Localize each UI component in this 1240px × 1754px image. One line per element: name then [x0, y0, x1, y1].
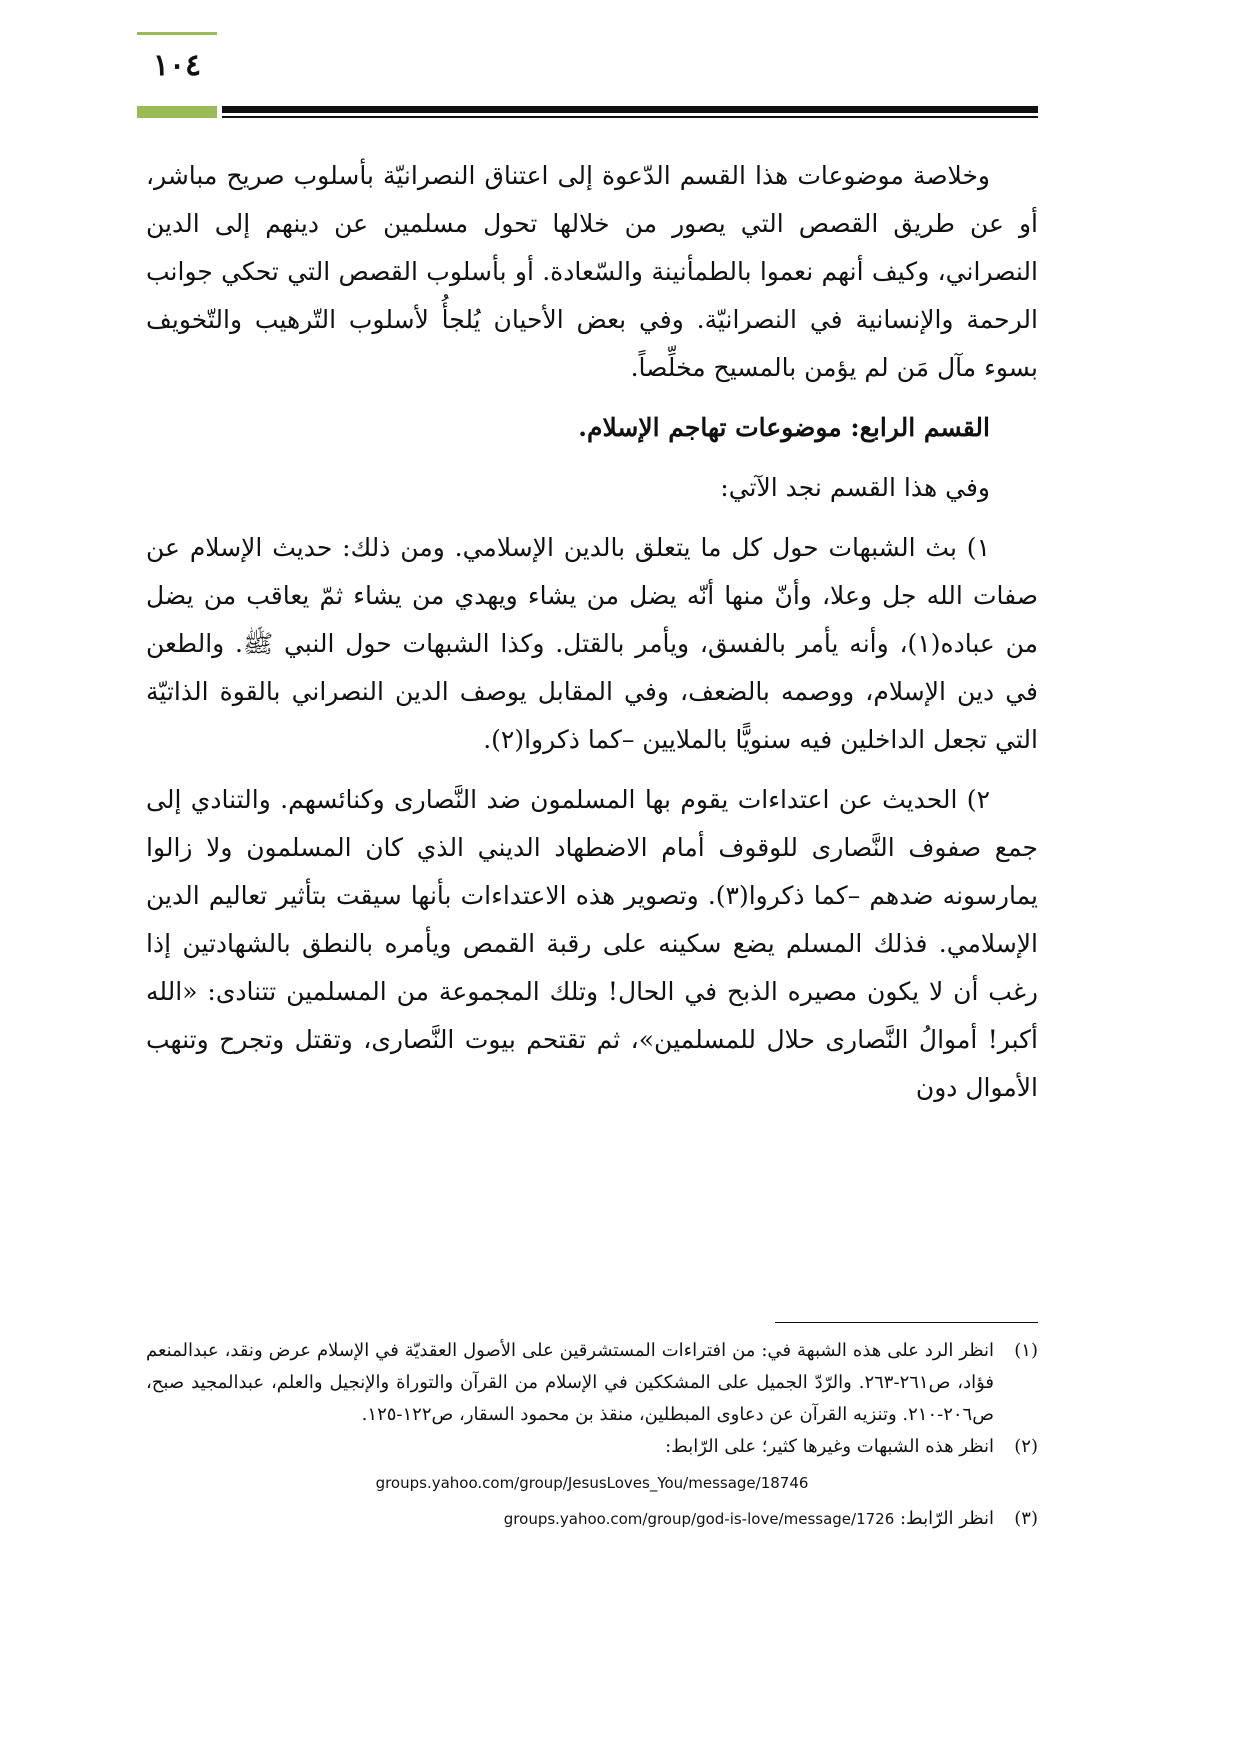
- footnote-separator: [775, 1322, 1038, 1323]
- footnote-number: (٣): [1014, 1508, 1038, 1529]
- section-heading: القسم الرابع: موضوعات تهاجم الإسلام.: [578, 413, 990, 442]
- footnotes: [146, 1335, 1038, 1535]
- page-number: ١٠٤: [152, 48, 202, 83]
- footnote-3: [146, 1503, 1038, 1535]
- footnote-number: (٢): [1014, 1436, 1038, 1457]
- header-accent-line: [137, 32, 217, 35]
- header-rule-thin: [222, 116, 1038, 118]
- footnote-1: [146, 1335, 1038, 1431]
- paragraph-item-2: ٢) الحديث عن اعتداءات يقوم بها المسلمون ضد النَّصارى وكنائسهم. والتنادي إلى جمع صفوف النَّصارى للوقوف أمام الاضطهاد الديني الذي كان المسلمون ولا زالوا يمارسونه ضدهم –كما ذكروا(٣). وتصوير هذه الاعتداءات بأنها سيقت بتأثير تعاليم الدين الإسلامي. فذلك المسلم يضع سكينه على رقبة القمص ويأمره بالنطق بالشهادتين إذا رغب أن لا يكون مصيره الذبح في الحال! وتلك المجموعة من المسلمين تتنادى: «الله أكبر! أموالُ النَّصارى حلال للمسلمين»، ثم تقتحم بيوت النَّصارى، وتقتل وتجرح وتنهب الأموال دون: [146, 785, 1039, 1102]
- paragraph-intro: وفي هذا القسم نجد الآتي:: [720, 473, 990, 502]
- paragraph-summary: وخلاصة موضوعات هذا القسم الدّعوة إلى اعتناق النصرانيّة بأسلوب صريح مباشر، أو عن طريق القصص التي يصور من خلالها تحول مسلمين عن دينهم إلى الدين النصراني، وكيف أنهم نعموا بالطمأنينة والسّعادة. أو بأسلوب القصص التي تحكي جوانب الرحمة والإنسانية في النصرانيّة. وفي بعض الأحيان يُلجأُ لأسلوب التّرهيب والتّخويف بسوء مآل مَن لم يؤمن بالمسيح مخلِّصاً.: [146, 161, 1038, 382]
- footnote-number: (١): [1014, 1340, 1038, 1361]
- header-accent-block: [137, 106, 217, 118]
- footnote-3-content: [146, 1503, 994, 1535]
- footnote-2: [146, 1431, 1038, 1463]
- footnote-link[interactable]: groups.yahoo.com/group/god-is-love/message/1726: [503, 1510, 895, 1528]
- paragraph-item-1: ١) بث الشبهات حول كل ما يتعلق بالدين الإسلامي. ومن ذلك: حديث الإسلام عن صفات الله جل وعلا، وأنّ منها أنّه يضل من يشاء ويهدي من يشاء ثمّ يعاقب من يضل من عباده(١)، وأنه يأمر بالفسق، ويأمر بالقتل. وكذا الشبهات حول النبي ﷺ. والطعن في دين الإسلام، ووصمه بالضعف، وفي المقابل يوصف الدين النصراني بالقوة الذاتيّة التي تجعل الداخلين فيه سنويًّا بالملايين –كما ذكروا(٢).: [146, 533, 1038, 754]
- footnote-text: انظر الرد على هذه الشبهة في: من افتراءات المستشرقين على الأصول العقديّة في الإسلام عرض ونقد، عبدالمنعم فؤاد، ص٢٦١-٢٦٣. والرّدّ الجميل على المشككين في الإسلام من القرآن والتوراة والإنجيل والعلم، عبدالمجيد صبح، ص٢٠٦-٢١٠. وتنزيه القرآن عن دعاوى المبطلين، منقذ بن محمود السقار، ص١٢٢-١٢٥.: [146, 1340, 995, 1425]
- footnote-text: انظر هذه الشبهات وغيرها كثير؛ على الرّابط:: [665, 1436, 994, 1457]
- main-text: [146, 152, 1038, 1124]
- footnote-link[interactable]: groups.yahoo.com/group/JesusLoves_You/message/18746: [375, 1474, 809, 1492]
- header-rule: [222, 106, 1038, 113]
- footnote-text: انظر الرّابط:: [899, 1508, 994, 1529]
